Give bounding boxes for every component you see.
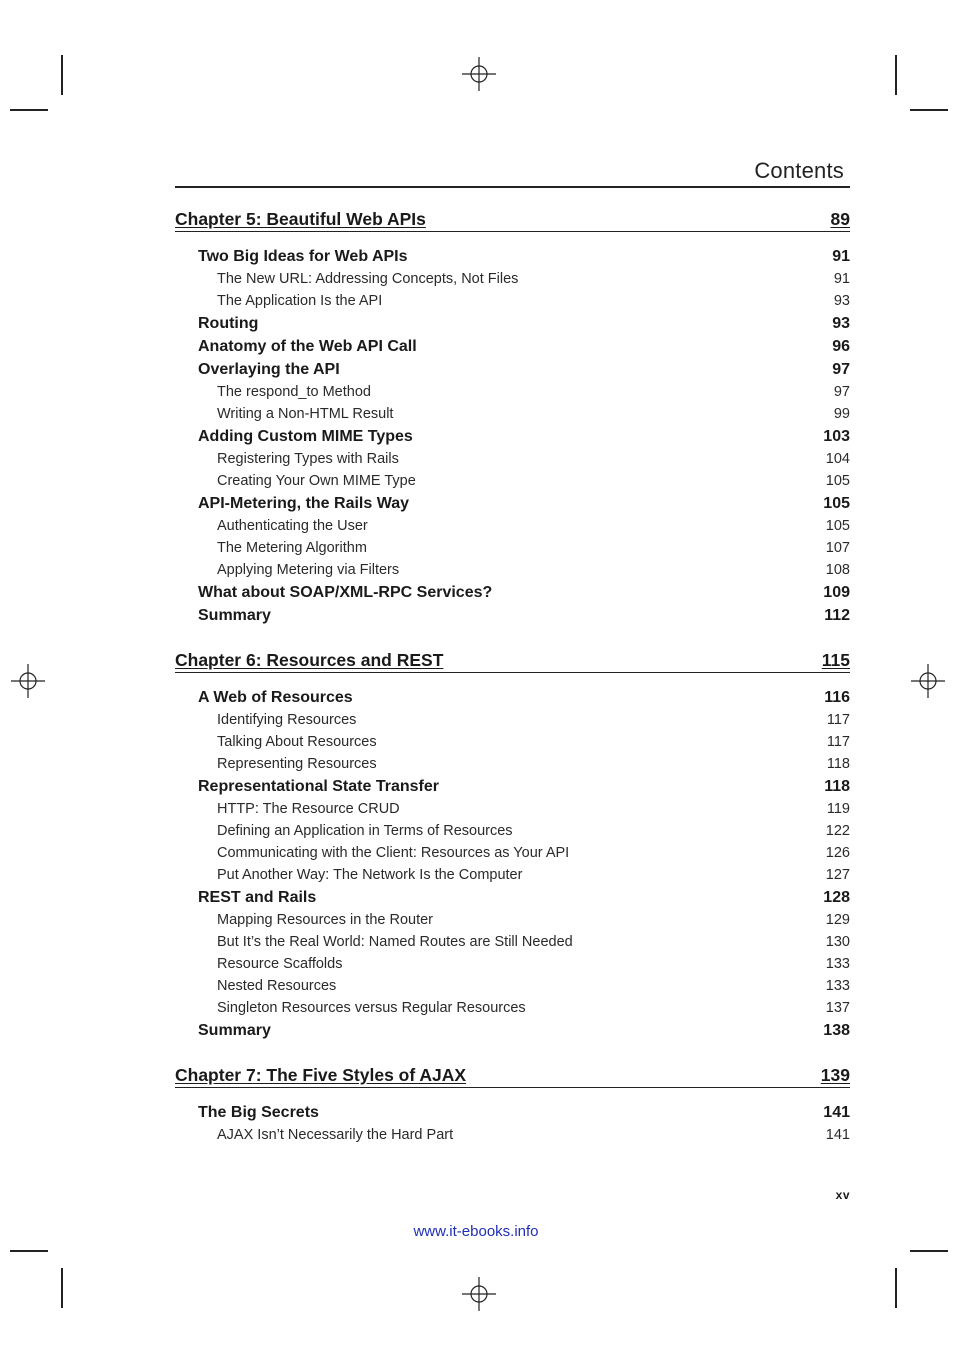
toc-entry-page: 133 bbox=[825, 978, 850, 994]
toc-subsection-row[interactable] bbox=[175, 798, 850, 820]
toc-entry-title: REST and Rails bbox=[198, 888, 317, 906]
toc-subsection-row[interactable] bbox=[175, 448, 850, 470]
toc-entry-title: Authenticating the User bbox=[217, 518, 368, 534]
toc-entry-page: 97 bbox=[833, 384, 850, 400]
toc-chapter-page: 89 bbox=[830, 209, 850, 229]
toc-section-row[interactable] bbox=[175, 686, 850, 709]
crop-mark bbox=[895, 1268, 897, 1308]
toc-section-row[interactable] bbox=[175, 604, 850, 627]
toc-subsection-row[interactable] bbox=[175, 975, 850, 997]
toc-section-row[interactable] bbox=[175, 335, 850, 358]
toc-entry-page: 117 bbox=[826, 712, 850, 728]
toc-chapter-row[interactable] bbox=[175, 647, 850, 673]
toc-subsection-row[interactable] bbox=[175, 842, 850, 864]
crop-mark bbox=[10, 1250, 48, 1252]
toc-section-row[interactable] bbox=[175, 245, 850, 268]
toc-section-row[interactable] bbox=[175, 358, 850, 381]
toc-entry-title: Routing bbox=[198, 314, 259, 332]
registration-mark-icon bbox=[911, 664, 945, 698]
toc-entry-page: 99 bbox=[833, 406, 850, 422]
toc-subsection-row[interactable] bbox=[175, 731, 850, 753]
toc-subsection-row[interactable] bbox=[175, 909, 850, 931]
toc-subsection-row[interactable] bbox=[175, 381, 850, 403]
toc-entry-page: 112 bbox=[824, 606, 850, 624]
toc-entry-page: 105 bbox=[825, 473, 850, 489]
toc-entry-page: 141 bbox=[825, 1127, 850, 1143]
toc-entry-page: 126 bbox=[825, 845, 850, 861]
toc-entry-title: Singleton Resources versus Regular Resources bbox=[217, 1000, 526, 1016]
toc-entry-page: 108 bbox=[825, 562, 850, 578]
crop-mark bbox=[10, 109, 48, 111]
toc-entry-page: 103 bbox=[823, 427, 850, 445]
chapter-gap bbox=[175, 1042, 850, 1062]
toc-chapter-row[interactable] bbox=[175, 206, 850, 232]
toc-chapter-title: Chapter 6: Resources and REST bbox=[175, 650, 444, 670]
toc-entry-title: Summary bbox=[198, 606, 271, 624]
toc-entry-title: Adding Custom MIME Types bbox=[198, 427, 413, 445]
toc-entry-title: Creating Your Own MIME Type bbox=[217, 473, 416, 489]
toc-entry-title: The respond_to Method bbox=[217, 384, 371, 400]
toc-entry-page: 105 bbox=[823, 494, 850, 512]
toc-entry-page: 128 bbox=[823, 888, 850, 906]
crop-mark bbox=[895, 55, 897, 95]
toc-entry-title: What about SOAP/XML-RPC Services? bbox=[198, 583, 493, 601]
crop-mark bbox=[61, 1268, 63, 1308]
toc-entry-title: Overlaying the API bbox=[198, 360, 340, 378]
toc-entry-page: 109 bbox=[823, 583, 850, 601]
toc-entry-page: 96 bbox=[832, 337, 850, 355]
toc-entry-title: Resource Scaffolds bbox=[217, 956, 343, 972]
toc-entry-page: 137 bbox=[825, 1000, 850, 1016]
toc-subsection-row[interactable] bbox=[175, 753, 850, 775]
header-rule bbox=[175, 186, 850, 188]
toc-section-row[interactable] bbox=[175, 312, 850, 335]
toc-entry-title: The New URL: Addressing Concepts, Not Files bbox=[217, 271, 519, 287]
toc-entry-title: Nested Resources bbox=[217, 978, 337, 994]
registration-mark-icon bbox=[462, 57, 496, 91]
toc-chapter-page: 115 bbox=[821, 650, 850, 670]
registration-mark-icon bbox=[462, 1277, 496, 1311]
toc-subsection-row[interactable] bbox=[175, 537, 850, 559]
toc-entry-page: 118 bbox=[824, 777, 850, 795]
toc-entry-title: HTTP: The Resource CRUD bbox=[217, 801, 400, 817]
toc-entry-page: 104 bbox=[825, 451, 850, 467]
toc-chapter-title: Chapter 7: The Five Styles of AJAX bbox=[175, 1065, 467, 1085]
toc-entry-title: AJAX Isn’t Necessarily the Hard Part bbox=[217, 1127, 454, 1143]
toc-chapter-row[interactable] bbox=[175, 1062, 850, 1088]
toc-entry-page: 130 bbox=[825, 934, 850, 950]
toc-entry-page: 129 bbox=[825, 912, 850, 928]
toc-subsection-row[interactable] bbox=[175, 470, 850, 492]
toc-entry-title: Mapping Resources in the Router bbox=[217, 912, 434, 928]
toc-entry-page: 91 bbox=[832, 247, 850, 265]
toc-entry-page: 122 bbox=[825, 823, 850, 839]
toc-subsection-row[interactable] bbox=[175, 997, 850, 1019]
toc-entry-title: Representing Resources bbox=[217, 756, 377, 772]
toc-entry-title: Summary bbox=[198, 1021, 271, 1039]
toc-entry-page: 133 bbox=[825, 956, 850, 972]
page-number: xv bbox=[835, 1188, 850, 1202]
toc-entry-title: A Web of Resources bbox=[198, 688, 353, 706]
toc-section-row[interactable] bbox=[175, 886, 850, 909]
toc-entry-title: The Metering Algorithm bbox=[217, 540, 367, 556]
toc-entry-title: The Big Secrets bbox=[198, 1103, 319, 1121]
toc-entry-page: 105 bbox=[825, 518, 850, 534]
toc-subsection-row[interactable] bbox=[175, 290, 850, 312]
toc-section-row[interactable] bbox=[175, 425, 850, 448]
toc-subsection-row[interactable] bbox=[175, 559, 850, 581]
toc-section-row[interactable] bbox=[175, 1019, 850, 1042]
toc-subsection-row[interactable] bbox=[175, 931, 850, 953]
toc-entry-title: But It’s the Real World: Named Routes are Still Needed bbox=[217, 934, 573, 950]
toc-section-row[interactable] bbox=[175, 581, 850, 604]
toc-entry-page: 127 bbox=[825, 867, 850, 883]
toc-entry-page: 97 bbox=[832, 360, 850, 378]
toc-subsection-row[interactable] bbox=[175, 403, 850, 425]
toc-subsection-row[interactable] bbox=[175, 268, 850, 290]
toc-subsection-row[interactable] bbox=[175, 820, 850, 842]
toc-entry-title: Writing a Non-HTML Result bbox=[217, 406, 394, 422]
toc-entry-title: Identifying Resources bbox=[217, 712, 357, 728]
toc-entry-title: Representational State Transfer bbox=[198, 777, 439, 795]
toc-subsection-row[interactable] bbox=[175, 864, 850, 886]
toc-entry-page: 91 bbox=[833, 271, 850, 287]
toc-entry-page: 119 bbox=[826, 801, 850, 817]
toc-subsection-row[interactable] bbox=[175, 1124, 850, 1146]
toc-entry-page: 141 bbox=[823, 1103, 850, 1121]
toc-entry-title: Communicating with the Client: Resources as Your API bbox=[217, 845, 570, 861]
toc-section-row[interactable] bbox=[175, 775, 850, 798]
toc-chapter-page: 139 bbox=[820, 1065, 850, 1085]
toc-section-row[interactable] bbox=[175, 1101, 850, 1124]
toc-entry-title: API-Metering, the Rails Way bbox=[198, 494, 409, 512]
toc-entry-title: Applying Metering via Filters bbox=[217, 562, 400, 578]
crop-mark bbox=[910, 1250, 948, 1252]
toc-entry-page: 116 bbox=[824, 688, 850, 706]
toc-entry-title: The Application Is the API bbox=[217, 293, 383, 309]
toc-entry-title: Put Another Way: The Network Is the Computer bbox=[217, 867, 523, 883]
toc-chapter-title: Chapter 5: Beautiful Web APIs bbox=[175, 209, 426, 229]
toc-entry-page: 117 bbox=[826, 734, 850, 750]
running-header-title: Contents bbox=[754, 158, 844, 183]
toc-subsection-row[interactable] bbox=[175, 709, 850, 731]
toc-entry-page: 93 bbox=[832, 314, 850, 332]
toc-entry-title: Talking About Resources bbox=[217, 734, 377, 750]
toc-entry-page: 138 bbox=[823, 1021, 850, 1039]
chapter-gap bbox=[175, 627, 850, 647]
toc-section-row[interactable] bbox=[175, 492, 850, 515]
footer-link[interactable]: www.it-ebooks.info bbox=[413, 1223, 539, 1240]
toc-subsection-row[interactable] bbox=[175, 953, 850, 975]
toc-entry-title: Defining an Application in Terms of Resources bbox=[217, 823, 513, 839]
toc-entry-page: 107 bbox=[825, 540, 850, 556]
table-of-contents bbox=[175, 206, 850, 1146]
toc-entry-page: 118 bbox=[826, 756, 850, 772]
registration-mark-icon bbox=[11, 664, 45, 698]
toc-entry-title: Two Big Ideas for Web APIs bbox=[198, 247, 408, 265]
toc-subsection-row[interactable] bbox=[175, 515, 850, 537]
toc-entry-title: Registering Types with Rails bbox=[217, 451, 399, 467]
crop-mark bbox=[61, 55, 63, 95]
crop-mark bbox=[910, 109, 948, 111]
toc-entry-page: 93 bbox=[833, 293, 850, 309]
toc-entry-title: Anatomy of the Web API Call bbox=[198, 337, 417, 355]
